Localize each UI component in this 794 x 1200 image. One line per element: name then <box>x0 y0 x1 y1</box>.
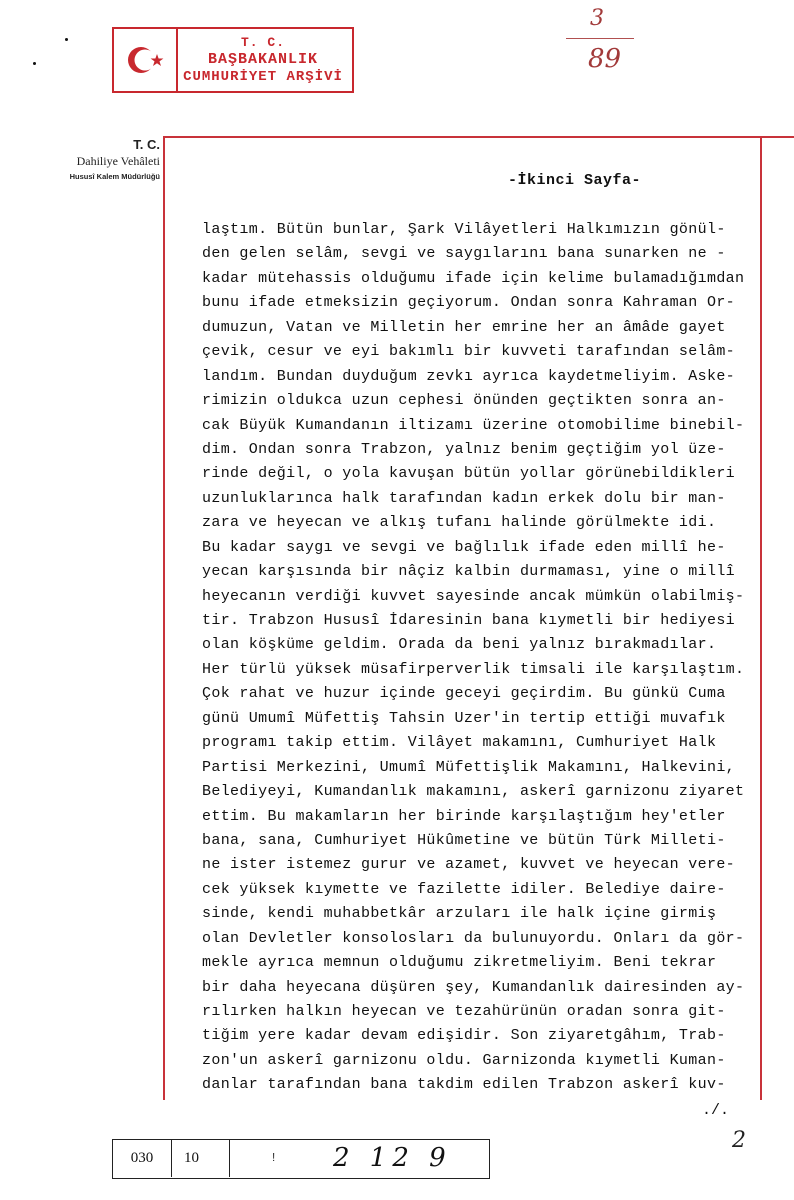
body-line: rimizin oldukca uzun cephesi önünden geçtikten sonra an- <box>202 392 726 410</box>
archive-reference-bar <box>112 1139 490 1179</box>
body-line: günü Umumî Müfettiş Tahsin Uzer'in tertip ettiği muvafık <box>202 709 726 727</box>
body-line: heyecanın verdiği kuvvet sayesinde ancak mümkün olabilmiş- <box>202 587 745 605</box>
ink-dot <box>33 62 36 65</box>
body-line: bana, sana, Cumhuriyet Hükûmetine ve bütün Türk Milleti- <box>202 831 726 849</box>
body-line: kadar mütehassis olduğumu ifade için kelime bulamadığımdan <box>202 269 745 287</box>
body-line: sinde, kendi muhabbetkâr arzuları ile halk içine girmiş <box>202 905 717 923</box>
body-line: laştım. Bütün bunlar, Şark Vilâyetleri Halkımızın gönül- <box>202 221 726 238</box>
body-line: rılırken halkın heyecan ve tezahürünün oradan sonra git- <box>202 1003 726 1020</box>
body-line: çevik, cesur ve eyi bakımlı bir kuvveti tarafından selâm- <box>202 343 736 361</box>
body-line: bir daha heyecana düşüren şey, Kumandanlık dairesinden ay- <box>202 978 745 996</box>
archive-cell-number: 10 <box>172 1140 230 1177</box>
stamp-line-2: BAŞBAKANLIK <box>207 51 319 68</box>
body-line: dumuzun, Vatan ve Milletin her emrine her an âmâde gayet <box>202 318 726 336</box>
letter-body <box>202 218 794 1098</box>
body-line: ne ister istemez gurur ve azamet, kuvvet ve heyecan vere- <box>202 856 736 874</box>
crescent-star-icon <box>116 31 174 89</box>
body-line: yecan karşısında bir nâçiz kalbin durmaması, yine o millî <box>202 563 736 581</box>
body-line: programı takip ettim. Vilâyet makamını, Cumhuriyet Halk <box>202 734 717 752</box>
frame-top-rule <box>163 136 794 138</box>
ink-dot <box>65 38 68 41</box>
body-line: olan Devletler konsolosları da bulunuyordu. Onları da gör- <box>202 929 745 947</box>
body-line: Çok rahat ve huzur içinde geceyi geçirdim. Bu günkü Cuma <box>202 685 726 703</box>
body-line: den gelen selâm, sevgi ve saygılarını bana sunarken ne - <box>202 245 726 263</box>
body-line: dim. Ondan sonra Trabzon, yalnız benim geçtiğim yol üze- <box>202 440 726 458</box>
archive-cell-blank <box>231 1140 327 1177</box>
archive-handwritten-ref: 2 12 9 <box>333 1143 452 1173</box>
body-line: ettim. Bu makamların her birinde karşılaştığım hey'etler <box>202 807 726 825</box>
letterhead-line-1: T. C. <box>133 137 160 152</box>
body-line: Belediyeyi, Kumandanlık makamını, askerî garnizonu ziyaret <box>202 783 745 801</box>
page-label: -İkinci Sayfa- <box>508 172 642 189</box>
body-line: Partisi Merkezini, Umumî Müfettişlik Makamını, Halkevini, <box>202 758 736 776</box>
body-line: rinde değil, o yola kavuşan bütün yollar görünebildikleri <box>202 465 736 483</box>
body-line: tir. Trabzon Hususî İdaresinin bana kıymetli bir hediyesi <box>202 612 736 629</box>
body-line: olan köşküme geldim. Orada da beni yalnız bırakmadılar. <box>202 636 717 654</box>
body-line: Bu kadar saygı ve sevgi ve bağlılık ifade eden millî he- <box>202 538 726 556</box>
page-number: 2 <box>732 1128 746 1153</box>
stamp-emblem-box <box>114 29 178 91</box>
body-line: zara ve heyecan ve alkış tufanı halinde görülmekte idi. <box>202 514 717 532</box>
body-line: landım. Bundan duyduğum zevkı ayrıca kaydetmeliyim. Aske- <box>202 367 736 385</box>
body-line: mekle ayrıca memnun olduğumu zikretmeliyim. Beni tekrar <box>202 954 717 972</box>
archive-stamp <box>112 27 354 93</box>
pencil-mark-top: 3 <box>590 6 604 31</box>
pencil-divider <box>566 38 634 39</box>
tick-mark: ! <box>270 1151 278 1165</box>
letterhead-line-2: Dahiliye Vehâleti <box>76 154 160 168</box>
body-line: tiğim yere kadar devam edişidir. Son ziyaretgâhım, Trab- <box>202 1027 726 1045</box>
continuation-mark: ./. <box>702 1102 730 1119</box>
body-line: bunu ifade etmeksizin geçiyorum. Ondan sonra Kahraman Or- <box>202 294 736 312</box>
body-line: Her türlü yüksek müsafirperverlik timsali ile karşılaştım. <box>202 660 745 678</box>
frame-left-rule <box>163 136 165 1100</box>
body-line: zon'un askerî garnizonu oldu. Garnizonda kıymetli Kuman- <box>202 1051 726 1069</box>
stamp-line-3: CUMHURİYET ARŞİVİ <box>183 69 343 85</box>
body-line: cak Büyük Kumandanın iltizamı üzerine otomobilime binebil- <box>202 416 745 434</box>
body-line: cek yüksek kıymette ve fazilette idiler. Belediye daire- <box>202 880 726 898</box>
letterhead-line-3: Hususî Kalem Müdürlüğü <box>69 172 160 181</box>
pencil-mark-bottom: 89 <box>588 44 622 74</box>
body-line: danlar tarafından bana takdim edilen Trabzon askerî kuv- <box>202 1076 726 1094</box>
stamp-line-1: T. C. <box>240 35 285 50</box>
archive-cell-fond: 030 <box>113 1140 172 1177</box>
body-line: uzunluklarınca halk tarafından kadın erkek dolu bir man- <box>202 489 726 507</box>
